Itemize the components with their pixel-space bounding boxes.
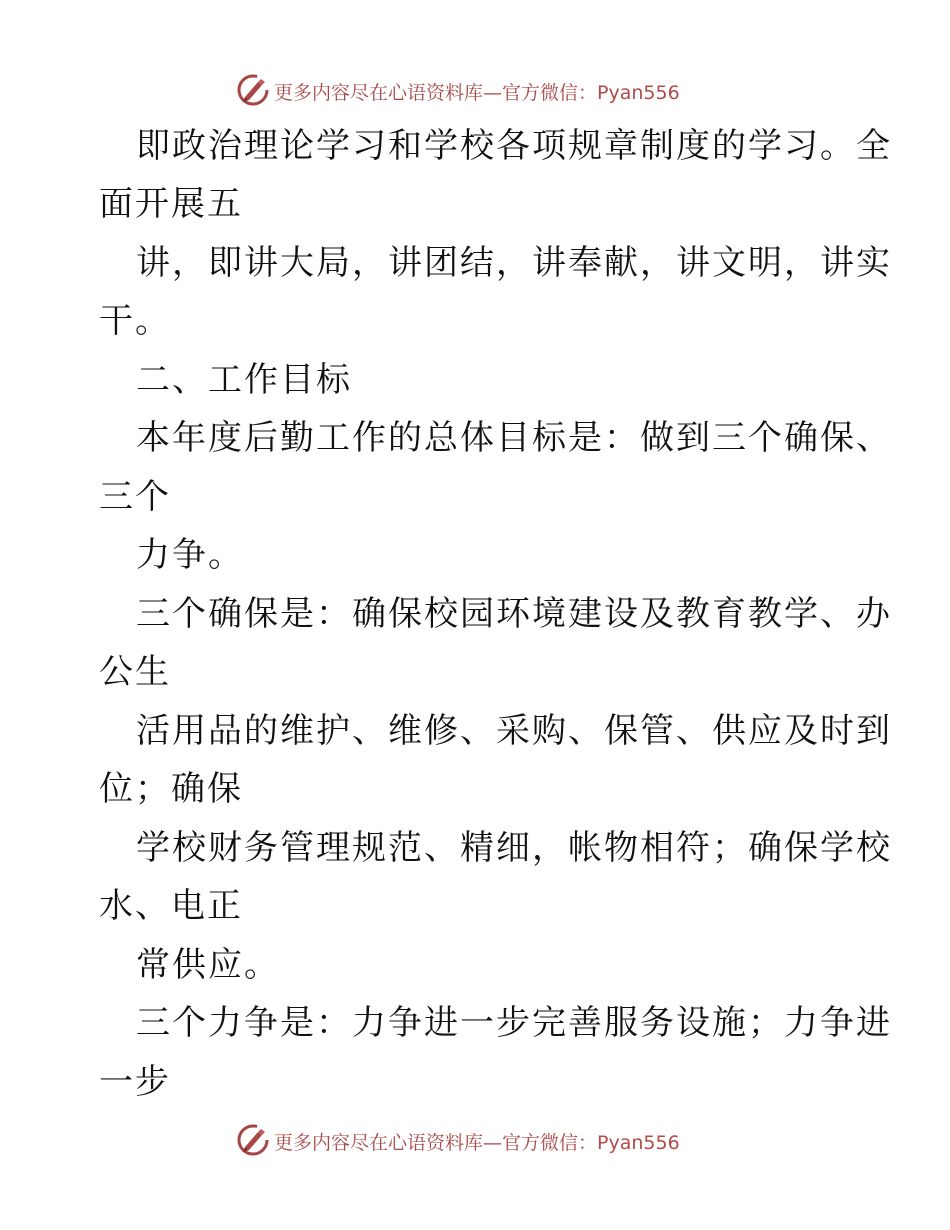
footer-banner [0,1121,950,1161]
text-line: 常供应。 [136,945,280,985]
pen-logo-icon [236,73,270,107]
text-line: 位；确保 [99,769,243,809]
text-line: 三个力争是：力争进一步完善服务设施；力争进 [136,1003,892,1043]
footer-banner-text: 更多内容尽在心语资料库—官方微信： [274,1132,598,1154]
text-line: 三个确保是：确保校园环境建设及教育教学、办 [136,594,892,634]
text-line: 即政治理论学习和学校各项规章制度的学习。全 [136,126,892,166]
text-line: 活用品的维护、维修、采购、保管、供应及时到 [136,711,892,751]
text-line: 一步 [99,1062,171,1102]
text-line: 干。 [99,301,171,341]
header-banner-text: 更多内容尽在心语资料库—官方微信： [274,82,598,104]
text-line: 三个 [99,477,171,517]
text-line: 水、电正 [99,886,243,926]
text-line: 学校财务管理规范、精细，帐物相符；确保学校 [136,828,892,868]
pen-logo-icon [236,1123,270,1157]
header-banner [0,71,950,111]
section-heading: 二、工作目标 [136,360,352,400]
footer-banner-wechat-id: Pyan556 [597,1132,680,1154]
text-line: 本年度后勤工作的总体目标是：做到三个确保、 [136,418,892,458]
text-line: 公生 [99,652,171,692]
text-line: 讲，即讲大局，讲团结，讲奉献，讲文明，讲实 [136,243,892,283]
header-banner-wechat-id: Pyan556 [597,82,680,104]
text-line: 面开展五 [99,184,243,224]
text-line: 力争。 [136,535,244,575]
